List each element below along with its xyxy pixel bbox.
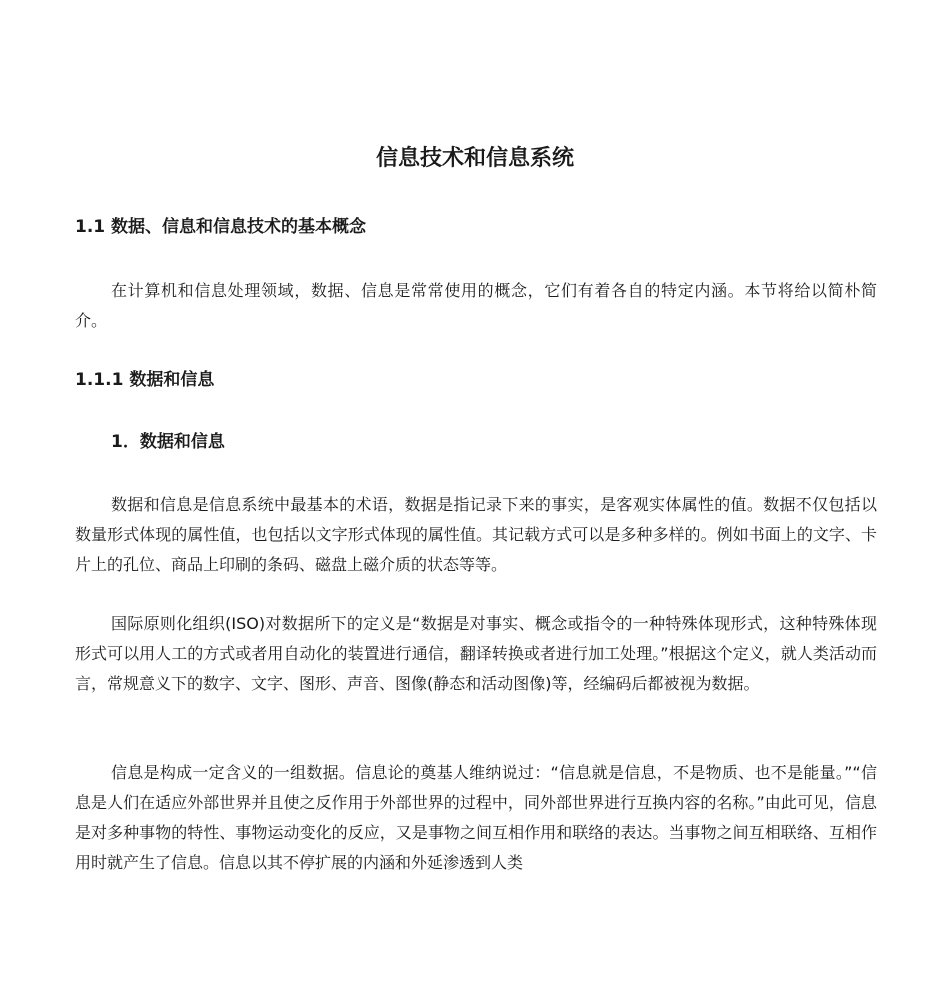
intro-paragraph: 在计算机和信息处理领域，数据、信息是常常使用的概念，它们有着各自的特定内涵。本节将给以简朴简介。 xyxy=(75,281,877,330)
data-definition-paragraph: 数据和信息是信息系统中最基本的术语，数据是指记录下来的事实，是客观实体属性的值。数据不仅包括以数量形式体现的属性值，也包括以文字形式体现的属性值。其记载方式可以是多种多样的。例如书面上的文字、卡片上的孔位、商品上印刷的条码、磁盘上磁介质的状态等等。 xyxy=(75,495,877,574)
item-heading xyxy=(111,429,225,455)
information-definition-paragraph: 信息是构成一定含义的一组数据。信息论的奠基人维纳说过：“信息就是信息，不是物质、也不是能量。”“信息是人们在适应外部世界并且使之反作用于外部世界的过程中，同外部世界进行互换内容的名称。”由此可见，信息是对多种事物的特性、事物运动变化的反应，又是事物之间互相作用和联络的表达。当事物之间互相联络、互相作用时就产生了信息。信息以其不停扩展的内涵和外延渗透到人类 xyxy=(75,763,877,872)
document-title: 信息技术和信息系统 xyxy=(375,146,574,171)
section-heading: 1.1 数据、信息和信息技术的基本概念 xyxy=(75,217,367,237)
subsection-heading: 1.1.1 数据和信息 xyxy=(75,370,215,390)
iso-definition-paragraph: 国际原则化组织(ISO)对数据所下的定义是“数据是对事实、概念或指令的一种特殊体现形式，这种特殊体现形式可以用人工的方式或者用自动化的装置进行通信，翻译转换或者进行加工处理。”根据这个定义，就人类活动而言，常规意义下的数字、文字、图形、声音、图像(静态和活动图像)等，经编码后都被视为数据。 xyxy=(75,614,877,693)
item-number: 1． xyxy=(111,432,140,452)
item-title: 数据和信息 xyxy=(139,432,225,452)
